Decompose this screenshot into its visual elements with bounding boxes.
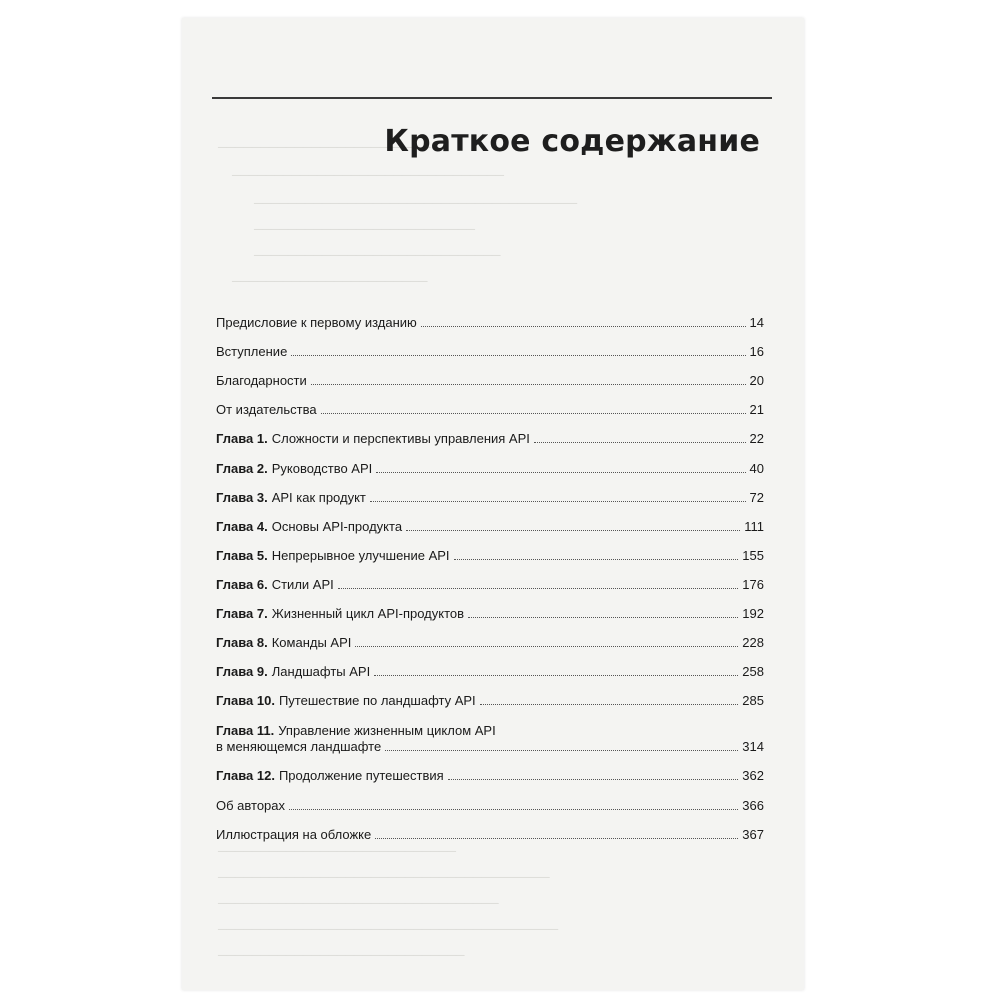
- toc-page-number: 14: [749, 315, 764, 331]
- toc-label: Путешествие по ландшафту API: [278, 693, 476, 709]
- toc-page-number: 366: [742, 797, 764, 813]
- chapter-number: Глава 12.: [216, 768, 275, 784]
- bleed-through-text: ─────────────────────────────: [254, 248, 501, 262]
- toc-label: Жизненный цикл API-продуктов: [271, 606, 465, 622]
- bleed-through-text: ───────────────────────: [232, 274, 428, 288]
- toc-page-number: 20: [749, 373, 764, 389]
- dot-leader: [370, 500, 746, 502]
- chapter-number: Глава 1.: [216, 431, 268, 447]
- toc-label: Благодарности: [216, 373, 307, 389]
- dot-leader: [406, 529, 740, 531]
- toc-entry-chapter-3[interactable]: [216, 477, 764, 506]
- book-page: [182, 18, 804, 990]
- dot-leader: [534, 441, 746, 443]
- dot-leader: [289, 808, 738, 810]
- toc-page-number: 21: [749, 402, 764, 418]
- table-of-contents: [216, 302, 764, 843]
- chapter-number: Глава 11.: [216, 723, 275, 739]
- toc-entry-introduction[interactable]: [216, 331, 764, 360]
- toc-label: Предисловие к первому изданию: [216, 315, 417, 331]
- chapter-number: Глава 10.: [216, 693, 275, 709]
- toc-label: Продолжение путешествия: [278, 768, 444, 784]
- dot-leader: [338, 587, 739, 589]
- toc-entry-acknowledgements[interactable]: [216, 360, 764, 389]
- toc-page-number: 314: [742, 739, 764, 755]
- toc-page-number: 176: [742, 576, 764, 592]
- toc-label: Иллюстрация на обложке: [216, 826, 372, 842]
- header-rule: [212, 97, 772, 99]
- chapter-number: Глава 4.: [216, 518, 268, 534]
- toc-label: Основы API-продукта: [271, 518, 403, 534]
- toc-entry-chapter-4[interactable]: [216, 506, 764, 535]
- toc-page-number: 258: [742, 664, 764, 680]
- toc-entry-chapter-5[interactable]: [216, 535, 764, 564]
- toc-page-number: 228: [742, 635, 764, 651]
- dot-leader: [421, 325, 746, 327]
- toc-entry-from-publisher[interactable]: [216, 389, 764, 418]
- toc-label: Вступление: [216, 344, 288, 360]
- chapter-number: Глава 8.: [216, 635, 268, 651]
- chapter-number: Глава 6.: [216, 576, 268, 592]
- toc-entry-cover-illustration[interactable]: [216, 814, 764, 843]
- toc-entry-chapter-11[interactable]: [216, 709, 764, 755]
- bleed-through-text: ─────────────────────────────: [218, 948, 465, 962]
- toc-page-number: 22: [749, 431, 764, 447]
- toc-label: Управление жизненным циклом API: [278, 723, 496, 739]
- toc-label-continued: в меняющемся ландшафте: [216, 739, 382, 755]
- toc-page-number: 362: [742, 768, 764, 784]
- toc-entry-about-authors[interactable]: [216, 784, 764, 813]
- toc-label: API как продукт: [271, 489, 366, 505]
- toc-label: Команды API: [271, 635, 352, 651]
- toc-label: Непрерывное улучшение API: [271, 547, 450, 563]
- chapter-number: Глава 5.: [216, 547, 268, 563]
- toc-page-number: 72: [749, 489, 764, 505]
- bleed-through-text: ──────────────────────────────────────: [254, 196, 578, 210]
- toc-label: Руководство API: [271, 460, 373, 476]
- toc-page-number: 40: [749, 460, 764, 476]
- dot-leader: [480, 703, 739, 705]
- bleed-through-text: ─────────────────────────: [218, 140, 431, 154]
- toc-entry-chapter-10[interactable]: [216, 680, 764, 709]
- toc-label: Ландшафты API: [271, 664, 371, 680]
- toc-entry-chapter-7[interactable]: [216, 593, 764, 622]
- toc-page-number: 367: [742, 826, 764, 842]
- bleed-through-text: ──────────────────────────: [254, 222, 476, 236]
- toc-label: Стили API: [271, 576, 334, 592]
- toc-label: От издательства: [216, 402, 317, 418]
- bleed-through-text: ────────────────────────────────────────: [218, 922, 559, 936]
- bleed-through-text: ───────────────────────────────────────: [218, 870, 550, 884]
- toc-label: Сложности и перспективы управления API: [271, 431, 530, 447]
- toc-entry-chapter-6[interactable]: [216, 564, 764, 593]
- toc-entry-chapter-1[interactable]: [216, 418, 764, 447]
- toc-page-number: 16: [749, 344, 764, 360]
- dot-leader: [291, 354, 745, 356]
- bleed-through-text: ────────────────────────────: [218, 844, 457, 858]
- dot-leader: [355, 645, 738, 647]
- toc-page-number: 111: [744, 518, 764, 534]
- dot-leader: [385, 749, 738, 751]
- chapter-number: Глава 3.: [216, 489, 268, 505]
- toc-label: Об авторах: [216, 797, 286, 813]
- dot-leader: [374, 674, 738, 676]
- chapter-number: Глава 7.: [216, 606, 268, 622]
- dot-leader: [375, 837, 738, 839]
- bleed-through-text: ─────────────────────────────────: [218, 896, 499, 910]
- toc-entry-chapter-2[interactable]: [216, 447, 764, 476]
- toc-page-number: 285: [742, 693, 764, 709]
- dot-leader: [454, 558, 739, 560]
- dot-leader: [468, 616, 738, 618]
- dot-leader: [376, 471, 745, 473]
- chapter-number: Глава 9.: [216, 664, 268, 680]
- toc-entry-chapter-12[interactable]: [216, 755, 764, 784]
- dot-leader: [311, 383, 746, 385]
- dot-leader: [321, 412, 746, 414]
- toc-page-number: 155: [742, 547, 764, 563]
- toc-entry-preface[interactable]: [216, 302, 764, 331]
- bleed-through-text: ────────────────────────────────: [232, 168, 505, 182]
- toc-entry-chapter-8[interactable]: [216, 622, 764, 651]
- dot-leader: [448, 778, 739, 780]
- chapter-number: Глава 2.: [216, 460, 268, 476]
- toc-entry-chapter-9[interactable]: [216, 651, 764, 680]
- page-title: Краткое содержание: [384, 124, 760, 159]
- toc-page-number: 192: [742, 606, 764, 622]
